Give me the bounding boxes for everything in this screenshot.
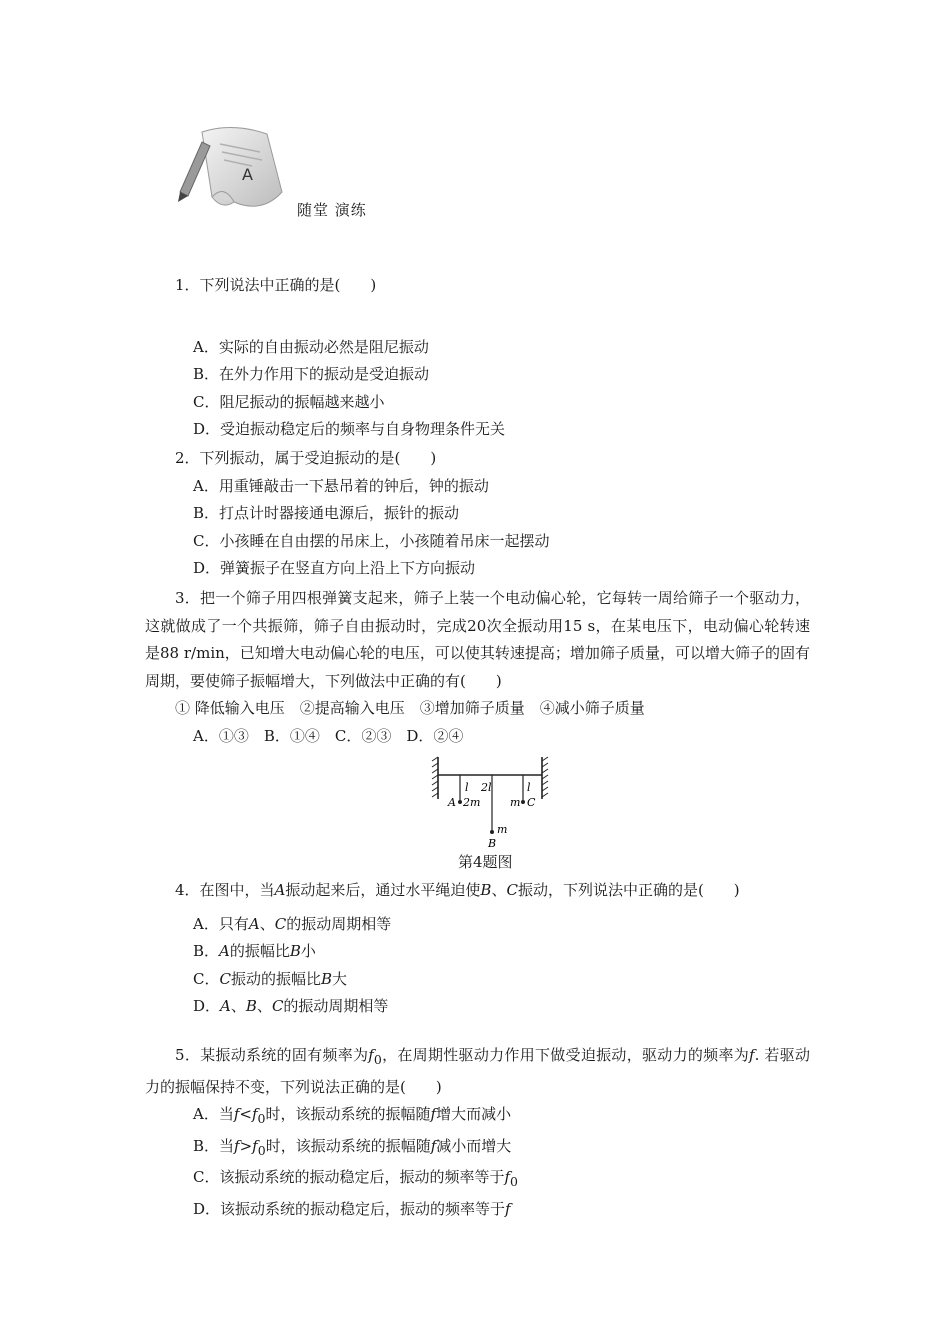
pendulum-figure bbox=[430, 753, 550, 853]
question-stem: 5．某振动系统的固有频率为$f_0$，在周期性驱动力作用下做受迫振动，驱动力的频率为f. 若驱动力的振幅保持不变，下列说法正确的是( ) bbox=[145, 1046, 810, 1096]
label-b: B bbox=[488, 837, 497, 850]
question-stem: 3．把一个筛子用四根弹簧支起来，筛子上装一个电动偏心轮，它每转一周给筛子一个驱动力，这就做成了一个共振筛，筛子自由振动时，完成20次全振动用15 s，在某电压下，电动偏心轮转速是88 r/min，已知增大电动偏心轮的电压，可以使其转速提高；增加筛子质量，可以增大筛子的固有周期，要使筛子振幅增大，下列做法中正确的有( ) bbox=[145, 589, 810, 690]
left-wall-hatch bbox=[432, 757, 438, 797]
label-len-c: l bbox=[527, 781, 531, 794]
option-a: A．实际的自由振动必然是阻尼振动 bbox=[193, 337, 429, 356]
label-len-a: l bbox=[465, 781, 469, 794]
label-mass-a: 2m bbox=[463, 796, 481, 809]
bob-a bbox=[458, 800, 462, 804]
option-b: B．打点计时器接通电源后，振针的振动 bbox=[193, 504, 460, 522]
question-5 bbox=[145, 1042, 810, 1223]
option-b: B．在外力作用下的振动是受迫振动 bbox=[193, 365, 430, 383]
option-b: B．A的振幅比B小 bbox=[193, 942, 316, 960]
option-d: D．受迫振动稳定后的频率与自身物理条件无关 bbox=[193, 420, 506, 438]
label-mass-b: m bbox=[497, 823, 508, 836]
logo-letter: A bbox=[242, 165, 253, 184]
option-a: A．用重锤敲击一下悬吊着的钟后，钟的振动 bbox=[193, 476, 489, 495]
label-c: C bbox=[527, 796, 536, 809]
option-d: D．A、B、C的振动周期相等 bbox=[193, 997, 389, 1015]
label-mass-c: m bbox=[510, 796, 521, 809]
bob-c bbox=[521, 800, 525, 804]
options-line: A．①③ B．①④ C．②③ D．②④ bbox=[193, 726, 464, 745]
option-c: C．C振动的振幅比B大 bbox=[193, 969, 348, 988]
worksheet-logo-icon bbox=[172, 122, 297, 214]
question-stem: 1．下列说法中正确的是( ) bbox=[175, 276, 377, 294]
question-2 bbox=[145, 445, 810, 583]
section-title: 随堂 演练 bbox=[297, 201, 367, 219]
option-c: C．该振动系统的振动稳定后，振动的频率等于$f_0$ bbox=[193, 1168, 518, 1189]
option-d: D．该振动系统的振动稳定后，振动的频率等于f bbox=[193, 1199, 511, 1218]
question-3 bbox=[145, 585, 810, 750]
option-c: C．小孩睡在自由摆的吊床上，小孩随着吊床一起摆动 bbox=[193, 531, 550, 550]
label-len-b: 2l bbox=[481, 781, 492, 794]
question-stem: 4．在图中，当A振动起来后，通过水平绳迫使B、C振动，下列说法中正确的是( ) bbox=[175, 881, 740, 899]
figure-caption: 第4题图 bbox=[458, 853, 513, 871]
option-b: B．当$f>f_0$时，该振动系统的振幅随f减小而增大 bbox=[193, 1136, 512, 1158]
question-4 bbox=[145, 877, 810, 1021]
question-1 bbox=[145, 272, 810, 444]
question-stem: 2．下列振动，属于受迫振动的是( ) bbox=[175, 449, 437, 467]
option-a: A．当$f<f_0$时，该振动系统的振幅随f增大而减小 bbox=[193, 1105, 512, 1126]
option-d: D．弹簧振子在竖直方向上沿上下方向振动 bbox=[193, 559, 476, 577]
option-a: A．只有A、C的振动周期相等 bbox=[193, 914, 392, 933]
choices-line: ① 降低输入电压 ②提高输入电压 ③增加筛子质量 ④减小筛子质量 bbox=[175, 699, 645, 717]
label-a: A bbox=[448, 796, 456, 809]
option-c: C．阻尼振动的振幅越来越小 bbox=[193, 392, 385, 411]
bob-b bbox=[490, 830, 494, 834]
right-wall-hatch bbox=[542, 757, 548, 797]
